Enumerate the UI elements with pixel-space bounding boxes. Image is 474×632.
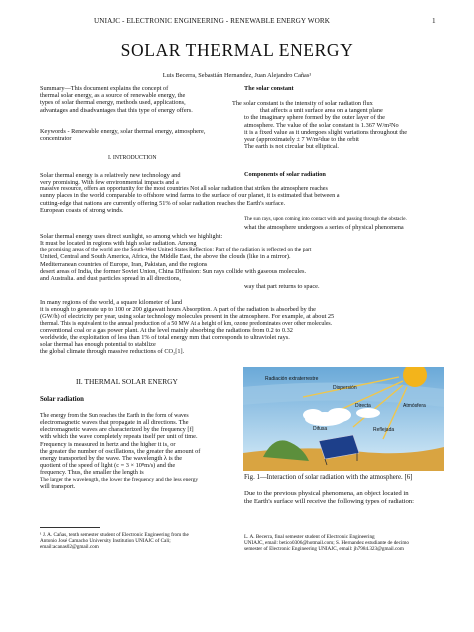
author-list: Luis Becerra, Sebastián Hernandez, Juan Alejandro Cañas¹ xyxy=(162,72,312,79)
body-line: electromagnetic waves that propagate in all directions. The xyxy=(40,419,189,426)
body-line: Mediterranean countries of Europe, Iran, Pakistan, and the regions xyxy=(40,260,208,268)
diffusion-tail xyxy=(244,283,320,290)
body-line: will transport. xyxy=(40,482,76,490)
body-line: The energy from the Sun reaches the Earth in the form of waves xyxy=(40,413,189,419)
summary-line: advantages and disadvantages that this type of energy offers. xyxy=(40,106,193,114)
solar-constant-section xyxy=(244,85,294,92)
body-line: Solar thermal energy uses direct sunlight, so among which we highlight: xyxy=(40,233,223,240)
footnote-right xyxy=(244,534,409,552)
section-ii-heading: II. THERMAL SOLAR ENERGY xyxy=(76,377,178,386)
body-line: it is a fixed value as it undergoes slight variations throughout the xyxy=(244,128,408,136)
intro-body-2 xyxy=(40,233,311,282)
body-line: quotient of the speed of light (c = 3 × 10⁸m/s) and the xyxy=(40,462,176,470)
page-number: 1 xyxy=(432,17,436,25)
post-figure-text xyxy=(244,490,414,506)
body-line: desert areas of India, the former Soviet Union, China Diffusion: Sun rays collide with gaseous molecules. xyxy=(40,267,307,275)
intro-body-1 xyxy=(40,172,340,214)
body-line: very promising. With few environmental impacts and a xyxy=(40,179,179,187)
introduction-heading: I. INTRODUCTION xyxy=(108,155,157,161)
body-line: Solar thermal energy is a relatively new technology and xyxy=(40,172,181,179)
body-line: The solar constant is the intensity of solar radiation flux xyxy=(232,100,373,107)
footnote-line: email:acanas02@gmail.com xyxy=(40,544,99,550)
body-line: what the atmosphere undergoes a series of physical phenomena xyxy=(244,224,404,231)
body-line: energy transported by the wave. The wavelength λ is the xyxy=(40,455,183,463)
body-line: frequency. Thus, the smaller the length is xyxy=(40,469,144,477)
solar-radiation-text xyxy=(40,413,200,490)
solar-radiation-figure xyxy=(243,367,444,471)
body-line: conventional coal or a gas power plant. At the level mainly absorbing the radiations from 0.2 to 0.32 xyxy=(40,326,293,334)
label-extraterrestrial: Radiación extraterrestre xyxy=(265,376,319,382)
footnote-line: ¹ J. A. Cañas, tenth semester student of Electronic Engineering from the xyxy=(40,532,189,538)
body-line: cutting-edge that nations are currently offering 51% of solar radiation reaches the Earth's surface. xyxy=(40,199,286,207)
body-line: United, Central and South America, Africa, the Middle East, the above the clouds (like in a mirror). xyxy=(40,253,291,261)
footnote-rule xyxy=(40,527,100,528)
figure-caption: Fig. 1—Interaction of solar radiation with the atmosphere. [6] xyxy=(244,474,413,481)
body-line: way that part returns to space. xyxy=(244,283,320,290)
keywords-line: Keywords - Renewable energy, solar thermal energy, atmosphere, xyxy=(40,128,206,135)
body-line: it is enough to generate up to 100 or 200 gigawatt hours Absorption. A part of the radiation is absorbed by the xyxy=(40,306,316,314)
body-line: to the imaginary sphere formed by the outer layer of the xyxy=(244,114,385,122)
summary xyxy=(40,85,193,114)
summary-line: Summary—This document explains the concept of xyxy=(40,85,169,92)
body-line: It must be located in regions with high solar radiation. Among xyxy=(40,240,197,248)
summary-line: thermal solar energy, as a source of renewable energy, the xyxy=(40,92,186,100)
solar-constant-text xyxy=(232,100,407,150)
body-line: the Earth's surface will receive the following types of radiation: xyxy=(244,498,415,505)
body-line: Frequency is measured in hertz and the higher it is, or xyxy=(40,440,176,448)
label-atmosphere: Atmósfera xyxy=(403,403,426,409)
body-line: thermal. This is equivalent to the annual production of a 50 MW At a height of km, ozone predominates over other molecules. xyxy=(40,320,333,327)
footnote-line: UNIAJC, email: betico0306@hotmail.com; S. Hernandez estudiante de decimo xyxy=(244,540,409,546)
body-line: Due to the previous physical phenomena, an object located in xyxy=(244,490,409,497)
body-line: European coasts of strong winds. xyxy=(40,206,124,214)
components-heading: Components of solar radiation xyxy=(244,171,326,178)
label-dispersion: Dispersión xyxy=(333,385,357,391)
footnote-line: Antonio José Camacho University Institution UNIAJC of Cali; xyxy=(40,538,171,544)
running-header: UNIAJC - ELECTRONIC ENGINEERING - RENEWABLE ENERGY WORK xyxy=(94,17,331,25)
body-line: with which the wave completely repeats itself per unit of time. xyxy=(40,433,198,441)
sun-rays-note xyxy=(244,216,407,222)
body-line: electromagnetic waves are characterized by the frequency [f] xyxy=(40,426,194,434)
body-line: the promising areas of the world are the South-West United States Reflection: Part of the radiation is reflected on the part xyxy=(40,247,312,254)
label-direct: Directa xyxy=(355,403,371,409)
body-line: sunny places in the world comparable to offshore wind farms to the surface of our planet, it is estimated that between a xyxy=(40,192,340,200)
section-heading: The solar constant xyxy=(244,85,294,92)
body-line: worldwide, the exploitation of less than 1% of total energy mm that corresponds to ultraviolet rays. xyxy=(40,333,290,341)
body-line: that affects a unit surface area on a tangent plane xyxy=(260,107,383,115)
label-reflected: Reflejada xyxy=(373,427,395,433)
body-line: massive resource, offers an opportunity for the most countries Not all solar radiation that strikes the atmosphere reaches xyxy=(40,186,328,193)
body-line: atmosphere. The value of the solar constant is 1.367 W/m²No xyxy=(244,121,399,129)
phenomena-line xyxy=(244,224,404,231)
footnote-line: L. A. Becerra, final semester student of Electronic Engineering xyxy=(244,534,375,540)
paper-title: SOLAR THERMAL ENERGY xyxy=(120,40,354,60)
body-line: The sun rays, upon coming into contact with and passing through the obstacle. xyxy=(244,216,407,222)
body-line: solar thermal has enough potential to stabilize xyxy=(40,341,156,349)
label-diffuse: Difusa xyxy=(313,426,328,432)
solar-radiation-heading: Solar radiation xyxy=(40,396,84,403)
footnote-left xyxy=(40,532,189,550)
summary-line: types of solar thermal energy, methods used, applications, xyxy=(40,99,186,107)
body-line: year (approximately ± 7 W/m²due to the orbit xyxy=(244,136,359,144)
footnote-line: semester of Electronic Engineering UNIAJC, email: jh7984.323@gmail.com xyxy=(244,546,404,552)
body-line: (GW/h) of electricity per year, using solar technology molecules present in the atmosphere. For example, at about 25 xyxy=(40,313,335,321)
body-line: The larger the wavelength, the lower the frequency and the less energy xyxy=(40,476,199,483)
body-line: the greater the number of oscillations, the greater the amount of xyxy=(40,447,201,455)
body-line: the global climate through massive reductions of CO₂[1]. xyxy=(40,348,185,356)
keywords-line: concentrator xyxy=(40,135,72,143)
body-line: In many regions of the world, a square kilometer of land xyxy=(40,299,183,306)
keywords xyxy=(40,128,205,142)
intro-body-3 xyxy=(40,299,334,355)
body-line: and Australia. and dust particles spread in all directions, xyxy=(40,275,181,283)
body-line: The earth is not circular but elliptical. xyxy=(244,143,339,151)
